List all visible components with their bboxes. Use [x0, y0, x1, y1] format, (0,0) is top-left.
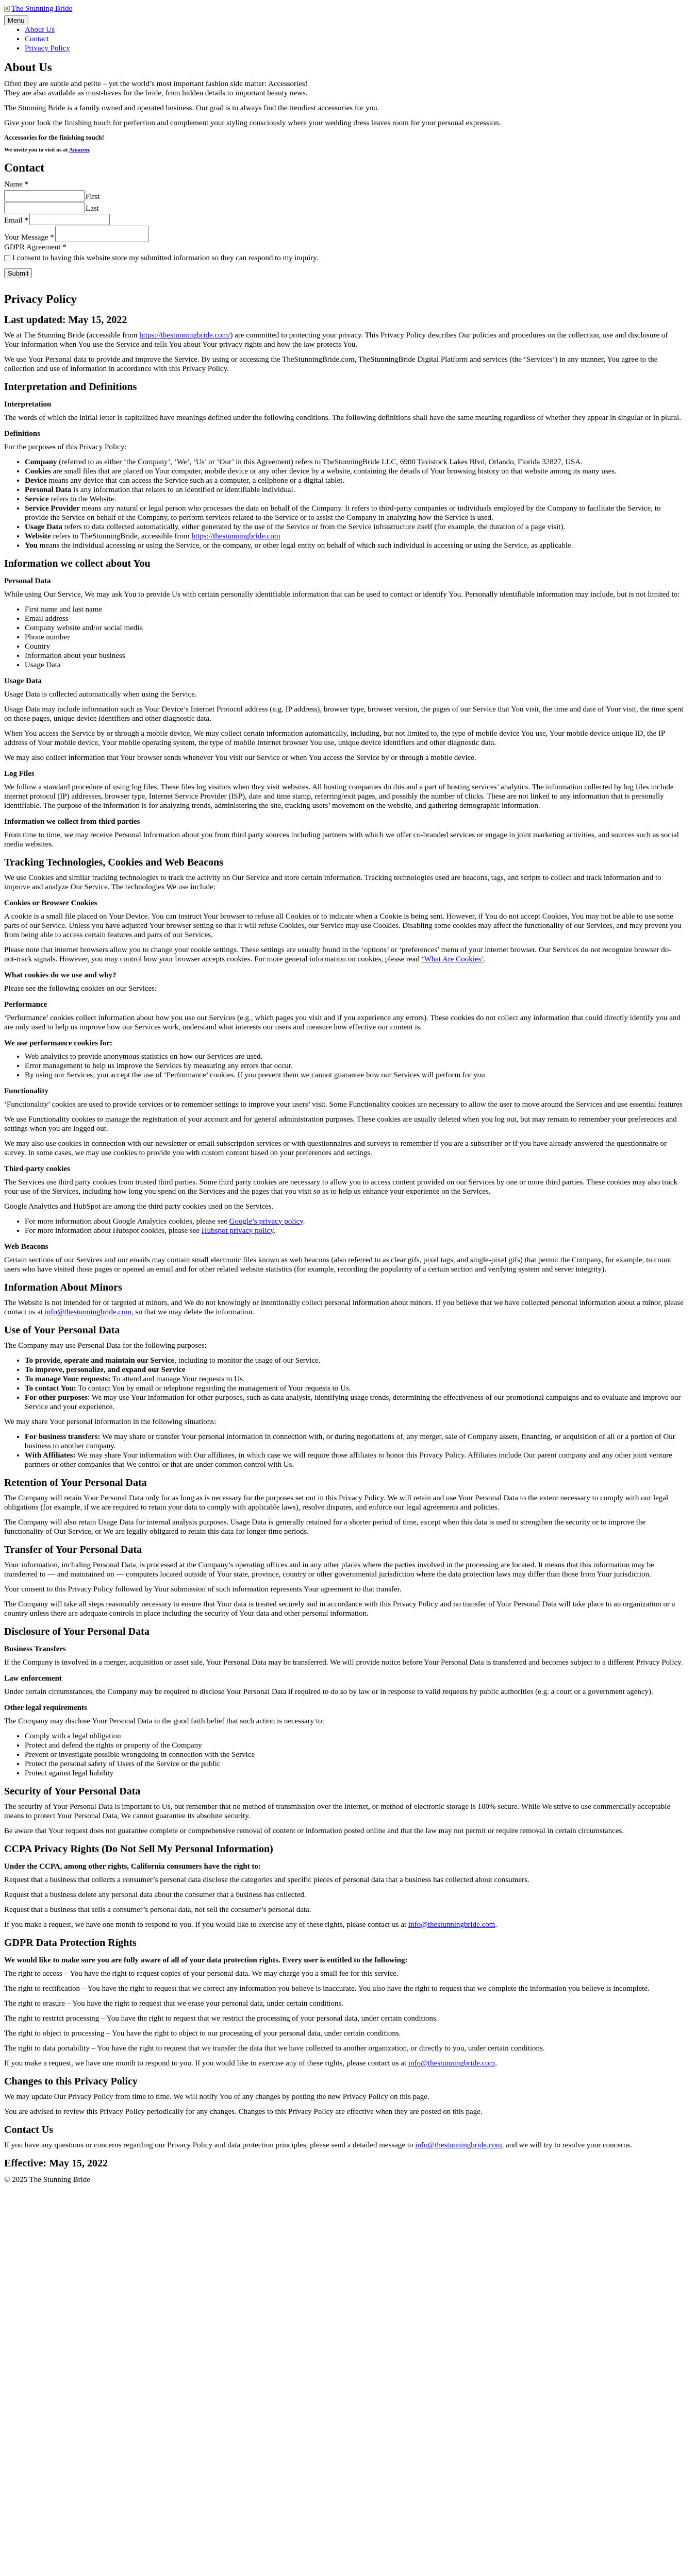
- list-item: • Protect against legal liability: [25, 1769, 684, 1778]
- list-item: • Country: [25, 642, 684, 651]
- gdpr-p6: The right to data portability – You have the right to request that we transfer the data that we have collected to another organization, or directly to you, under certain conditions.: [4, 2044, 545, 2053]
- message-textarea[interactable]: [55, 226, 149, 242]
- ccpa-p3: Request that a business that sells a consumer’s personal data, not sell the consumer’s personal data.: [4, 1905, 311, 1914]
- list-item: • Web analytics to provide anonymous statistics on how our Services are used.: [25, 1052, 684, 1061]
- hubspot-privacy-link[interactable]: Hubspot privacy policy: [201, 1226, 274, 1235]
- last-name-input[interactable]: [4, 202, 85, 213]
- collect-title: Information we collect about You: [4, 557, 151, 569]
- security-title: Security of Your Personal Data: [4, 1785, 141, 1797]
- other-legal-list: [4, 1732, 684, 1778]
- gdpr-p7: If you make a request, we have one month to respond to you. If you would like to exercise any of these rights, please contact us at info@thestunningbride.com.: [4, 2059, 498, 2067]
- email-input[interactable]: [29, 214, 110, 225]
- policy-updated: Last updated: May 15, 2022: [4, 314, 127, 326]
- third-party-cookies-list: [4, 1217, 684, 1235]
- definition-item: • Personal Data is any information that relates to an identified or identifiable individual.: [25, 485, 684, 495]
- business-transfers-text: If the Company is involved in a merger, acquisition or asset sale, Your Personal Data may be transferred. We will provide notice before Your Personal Data is transferred and becomes subject to a different Privacy Policy.: [4, 1658, 683, 1667]
- what-are-cookies-link[interactable]: ‘What Are Cookies’: [421, 955, 484, 963]
- third-party-cookies-p2: Google Analytics and HubSpot are among the third party cookies used on the Services.: [4, 1202, 274, 1211]
- use-title: Use of Your Personal Data: [4, 1324, 120, 1336]
- other-legal-text: The Company may disclose Your Personal Data in the good faith belief that such action is necessary to:: [4, 1717, 324, 1725]
- contact-title: Contact: [4, 161, 44, 175]
- privacy-policy-section: [4, 292, 684, 2170]
- about-finishing: Give your look the finishing touch for perfection and complement your styling consciously where your wedding dress leaves room for your personal expression.: [4, 118, 501, 127]
- list-item: • By using our Services, you accept the use of ‘Performance’ cookies. If you prevent them we cannot guarantee how our Services will perform for you: [25, 1071, 684, 1080]
- contact-us-text: If you have any questions or concerns regarding our Privacy Policy and data protection principles, please send a detailed message to info@thestunningbride.com, and we will try to resolve your concerns.: [4, 2141, 633, 2149]
- definitions-list: [4, 457, 684, 550]
- performance-text: ‘Performance’ cookies collect information about how you use our Services (e.g., which pages you visit and if you experience any errors). These cookies do not collect any information that could directly identify you and are only used to help us improve how our Services work, understand what interests our users and measure how effective our content is.: [4, 1013, 681, 1031]
- gdpr-label: GDPR Agreement *: [4, 243, 67, 251]
- gdpr-consent-checkbox[interactable]: [4, 255, 10, 261]
- site-footer: [4, 2175, 684, 2184]
- definitions-intro: For the purposes of this Privacy Policy:: [4, 443, 127, 451]
- list-item: • For more information about Hubspot cookies, please see Hubspot privacy policy.: [25, 1226, 684, 1235]
- definition-item: • Company (referred to as either ‘the Company’, ‘We’, ‘Us’ or ‘Our’ in this Agreement) refers to TheStunningBride LLC, 6900 Tavistock Lakes Blvd, Orlando, Florida 32827, USA.: [25, 457, 684, 467]
- submit-button[interactable]: Submit: [4, 268, 32, 278]
- performance-heading: Performance: [4, 1000, 47, 1009]
- definition-item: • Service Provider means any natural or legal person who processes the data on behalf of the Company. It refers to third-party companies or individuals employed by the Company to facilitate the Service, to provide the Service on behalf of the Company, to perform services related to the Service or to assist the Company in analyzing how the Service is used.: [25, 504, 684, 522]
- broken-image-icon: [4, 6, 10, 12]
- list-item: • Company website and/or social media: [25, 623, 684, 633]
- main-nav: [4, 25, 684, 53]
- transfer-p3: The Company will take all steps reasonably necessary to ensure that Your data is treated securely and in accordance with this Privacy Policy and no transfer of Your Personal Data will take place to an organization or a country unless there are adequate controls in place including the security of Your data and other personal information.: [4, 1600, 675, 1618]
- retention-p2: The Company will also retain Usage Data for internal analysis purposes. Usage Data is generally retained for a shorter period of time, except when this data is used to strengthen the security or to improve the functionality of Our Service, or We are legally obligated to retain this data for longer time periods.: [4, 1518, 646, 1536]
- menu-button[interactable]: Menu: [4, 15, 28, 25]
- list-item: • For other purposes: We may use Your information for other purposes, such as data analysis, identifying usage trends, determining the effectiveness of our promotional campaigns and to evaluate and improve our Service and your experience.: [25, 1393, 684, 1412]
- performance-list: [4, 1052, 684, 1080]
- nav-about-us[interactable]: About Us: [25, 26, 55, 34]
- amazon-link[interactable]: Amazon: [69, 147, 89, 154]
- email-label: Email *: [4, 216, 29, 225]
- share-list: [4, 1432, 684, 1469]
- share-text: We may share Your personal information in the following situations:: [4, 1417, 217, 1426]
- nav-contact[interactable]: Contact: [25, 35, 49, 43]
- interp-title: Interpretation and Definitions: [4, 381, 137, 393]
- gdpr-email-link[interactable]: info@thestunningbride.com: [408, 2059, 495, 2067]
- gdpr-p3: The right to erasure – You have the right to request that we erase your personal data, under certain conditions.: [4, 1999, 344, 2008]
- about-intro: Often they are subtle and petite – yet the world’s most important fashion side matter: Accessories! They are also available as must-haves for the bride, from hidden details to important beauty news.: [4, 79, 308, 97]
- list-item: • To provide, operate and maintain our Service, including to monitor the usage of our Service.: [25, 1356, 684, 1365]
- law-enforcement-text: Under certain circumstances, the Company may be required to disclose Your Personal Data if required to do so by law or in response to valid requests by public authorities (e.g. a court or a government agency).: [4, 1687, 653, 1696]
- policy-intro-2: We use Your Personal data to provide and improve the Service. By using or accessing the TheStunningBride.com, TheStunningBride Digital Platform and services (the ‘Services’) in any manner, You agree to the collection and use of information in accordance with this Privacy Policy.: [4, 355, 658, 373]
- web-beacons-heading: Web Beacons: [4, 1242, 48, 1251]
- copyright-text: © 2025 The Stunning Bride: [4, 2175, 90, 2184]
- other-legal-heading: Other legal requirements: [4, 1703, 87, 1712]
- gdpr-p4: The right to restrict processing – You have the right to request that we restrict the processing of your personal data, under certain conditions.: [4, 2014, 438, 2023]
- list-item: • To improve, personalize, and expand our Service: [25, 1365, 684, 1375]
- list-item: • Phone number: [25, 633, 684, 642]
- list-item: • Comply with a legal obligation: [25, 1732, 684, 1741]
- third-party-cookies-heading: Third-party cookies: [4, 1164, 70, 1173]
- nav-privacy-policy[interactable]: Privacy Policy: [25, 44, 70, 53]
- personal-data-list: [4, 605, 684, 670]
- policy-title: Privacy Policy: [4, 292, 77, 306]
- functionality-p3: We may also use cookies in connection with our newsletter or email subscription services or with questionnaires and surveys to remember if you are a subscriber or if you have already answered the questionnaire or survey. In some cases, we may use cookies to provide you with custom content based on your preferences and settings.: [4, 1139, 667, 1157]
- list-item: • With Affiliates: We may share Your information with Our affiliates, in which case we will require those affiliates to honor this Privacy Policy. Affiliates include Our parent company and any other joint venture partners or other companies that We control or that are under common control with Us.: [25, 1451, 684, 1469]
- list-item: • Prevent or investigate possible wrongdoing in connection with the Service: [25, 1750, 684, 1759]
- definition-item: • You means the individual accessing or using the Service, or the company, or other legal entity on behalf of which such individual is accessing or using the Service, as applicable.: [25, 541, 684, 550]
- changes-p1: We may update Our Privacy Policy from time to time. We will notify You of any changes by posting the new Privacy Policy on this page.: [4, 2092, 429, 2101]
- minors-title: Information About Minors: [4, 1281, 122, 1293]
- website-url-link[interactable]: https://thestunningbride.com: [191, 532, 280, 540]
- ccpa-p4: If you make a request, we have one month to respond to you. If you would like to exercise any of these rights, please contact us at info@thestunningbride.com.: [4, 1920, 498, 1929]
- transfer-title: Transfer of Your Personal Data: [4, 1544, 142, 1555]
- what-cookies-text: Please see the following cookies on our Services:: [4, 984, 157, 993]
- transfer-p1: Your information, including Personal Data, is processed at the Company’s operating offices and in any other places where the parties involved in the processing are located. It means that this information may be transferred to — and maintained on — computers located outside of Your state, province, country or other governmental jurisdiction where the data protection laws may differ than those from Your jurisdiction.: [4, 1561, 654, 1579]
- list-item: • First name and last name: [25, 605, 684, 614]
- list-item: • Error management to help us improve the Services by measuring any errors that occur.: [25, 1061, 684, 1071]
- usage-data-heading: Usage Data: [4, 676, 42, 685]
- about-section: [4, 60, 684, 154]
- personal-data-heading: Personal Data: [4, 577, 51, 585]
- last-sublabel: Last: [86, 204, 99, 213]
- tracking-text: We use Cookies and similar tracking technologies to track the activity on Our Service and store certain information. Tracking technologies used are beacons, tags, and scripts to collect and track information and to improve and analyze Our Service. The technologies We use include:: [4, 873, 661, 891]
- what-cookies-heading: What cookies do we use and why?: [4, 971, 117, 979]
- list-item: • Information about your business: [25, 651, 684, 660]
- list-item: • Usage Data: [25, 660, 684, 670]
- site-logo-alt: The Stunning Bride: [11, 5, 73, 13]
- effective-date: Effective: May 15, 2022: [4, 2157, 108, 2169]
- usage-data-p1: Usage Data is collected automatically when using the Service.: [4, 690, 197, 699]
- contact-us-title: Contact Us: [4, 2124, 53, 2136]
- log-files-heading: Log Files: [4, 769, 35, 778]
- list-item: • Protect and defend the rights or property of the Company: [25, 1741, 684, 1750]
- ccpa-p1: Request that a business that collects a consumer’s personal data disclose the categories and specific pieces of personal data that a business has collected about consumers.: [4, 1875, 529, 1884]
- gdpr-p1: The right to access – You have the right to request copies of your personal data. We may charge you a small fee for this service.: [4, 1969, 399, 1978]
- about-title: About Us: [4, 61, 52, 74]
- interpretation-text: The words of which the initial letter is capitalized have meanings defined under the following conditions. The following definitions shall have the same meaning regardless of whether they appear in singular or in plural.: [4, 413, 682, 422]
- about-business: The Stunning Bride is a family owned and operated business. Our goal is to always find the trendiest accessories for you.: [4, 104, 379, 112]
- third-party-info-heading: Information we collect from third parties: [4, 817, 140, 826]
- retention-title: Retention of Your Personal Data: [4, 1477, 147, 1488]
- gdpr-title: GDPR Data Protection Rights: [4, 1937, 137, 1948]
- list-item: • For more information about Google Analytics cookies, please see Google’s privacy policy.: [25, 1217, 684, 1226]
- functionality-p1: ‘Functionality’ cookies are used to provide services or to remember settings to improve your users’ visit. Some Functionality cookies are necessary to allow the user to move around the Services and use essential features: [4, 1100, 683, 1109]
- ccpa-p2: Request that a business delete any personal data about the consumer that a business has collected.: [4, 1890, 306, 1899]
- list-item: • To contact You: To contact You by email or telephone regarding the management of Your requests to Us.: [25, 1384, 684, 1393]
- contact-section: [4, 161, 684, 285]
- changes-p2: You are advised to review this Privacy Policy periodically for any changes. Changes to this Privacy Policy are effective when they are posted on this page.: [4, 2107, 483, 2116]
- about-visit: We invite you to visit us at Amazon.: [4, 147, 91, 154]
- message-label: Your Message *: [4, 233, 54, 242]
- tracking-title: Tracking Technologies, Cookies and Web Beacons: [4, 856, 223, 868]
- list-item: • Email address: [25, 614, 684, 623]
- minors-email-link[interactable]: info@thestunningbride.com: [44, 1308, 132, 1316]
- gdpr-consent-text: I consent to having this website store my submitted information so they can respond to my inquiry.: [12, 253, 319, 262]
- business-transfers-heading: Business Transfers: [4, 1645, 66, 1653]
- minors-text: The Website is not intended for or targeted at minors, and We do not knowingly or intentionally collect personal information about minors. If you believe that we have collected personal information about a minor, please contact us at info@thestunningbride.com, so that we may delete the information.: [4, 1298, 684, 1316]
- performance-use-heading: We use performance cookies for:: [4, 1039, 112, 1047]
- usage-data-p2: Usage Data may include information such as Your Device’s Internet Protocol address (e.g. IP address), browser type, browser version, the pages of our Service that You visit, the time and date of Your visit, the time spent on those pages, unique device identifiers and other diagnostic data.: [4, 705, 684, 723]
- gdpr-p2: The right to rectification – You have the right to request that we correct any information you believe is inaccurate. You also have the right to request that we complete the information you believe is incomplete.: [4, 1984, 650, 1993]
- interpretation-heading: Interpretation: [4, 400, 52, 409]
- list-item: • Protect the personal safety of Users of the Service or the public: [25, 1759, 684, 1769]
- definition-item: • Service refers to the Website.: [25, 495, 684, 504]
- personal-data-text: While using Our Service, We may ask You to provide Us with certain personally identifiable information that can be used to contact or identify You. Personally identifiable information may include, but is not limited to:: [4, 590, 680, 599]
- gdpr-p5: The right to object to processing – You have the right to object to our processing of your personal data, under certain conditions.: [4, 2029, 401, 2038]
- cookies-heading: Cookies or Browser Cookies: [4, 899, 97, 907]
- policy-intro-1: We at The Stunning Bride (accessible from https://thestunningbride.com/) are committed to protecting your privacy. This Privacy Policy describes Our policies and procedures on the collection, use and disclosure of Your information when You use the Service and tells You about Your privacy rights and how the law protects You.: [4, 331, 668, 349]
- definition-item: • Website refers to TheStunningBride, accessible from https://thestunningbride.com: [25, 532, 684, 541]
- security-p1: The security of Your Personal Data is important to Us, but remember that no method of transmission over the Internet, or method of electronic storage is 100% secure. While We strive to use commercially acceptable means to protect Your Personal Data, We cannot guarantee its absolute security.: [4, 1802, 671, 1820]
- law-enforcement-heading: Law enforcement: [4, 1674, 62, 1683]
- third-party-info-text: From time to time, we may receive Personal Information about you from third party sources including partners with which we offer co-branded services or engage in joint marketing activities, and sources such as social media websites.: [4, 831, 679, 849]
- ccpa-title: CCPA Privacy Rights (Do Not Sell My Personal Information): [4, 1843, 273, 1855]
- use-text: The Company may use Personal Data for the following purposes:: [4, 1341, 207, 1350]
- list-item: • To manage Your requests: To attend and manage Your requests to Us.: [25, 1375, 684, 1384]
- usage-data-p4: We may also collect information that Your browser sends whenever You visit our Service or when You access the Service by or through a mobile device.: [4, 753, 476, 762]
- log-files-text: We follow a standard procedure of using log files. These files log visitors when they visit websites. All hosting companies do this and a part of hosting services’ analytics. The information collected by log files include internet protocol (IP) addresses, browser type, Internet Service Provider (ISP), date and time stamp, referring/exit pages, and possibly the number of clicks. These are not linked to any information that is personally identifiable. The purpose of the information is for analyzing trends, administering the site, tracking users’ movement on the website, and gathering demographic information.: [4, 783, 674, 810]
- transfer-p2: Your consent to this Privacy Policy followed by Your submission of such information represents Your agreement to that transfer.: [4, 1585, 402, 1594]
- disclosure-title: Disclosure of Your Personal Data: [4, 1625, 150, 1637]
- definition-item: • Usage Data refers to data collected automatically, either generated by the use of the Service or from the Service infrastructure itself (for example, the duration of a page visit).: [25, 522, 684, 532]
- site-header: [4, 4, 684, 53]
- ccpa-email-link[interactable]: info@thestunningbride.com: [408, 1920, 495, 1929]
- web-beacons-text: Certain sections of our Services and our emails may contain small electronic files known as web beacons (also referred to as clear gifs, pixel tags, and single-pixel gifs) that permit the Company, for example, to count users who have visited those pages or opened an email and for other related website statistics (for example, recording the popularity of a certain section and verifying system and server integrity).: [4, 1256, 672, 1274]
- cookies-p2: Please note that internet browsers allow you to change your cookie settings. These settings are usually found in the ‘options’ or ‘preferences’ menu of your internet browser. Our Services do not recognize browser do-not-track signals. However, you may control how your browser accepts cookies. For more general information on cookies, please read ‘What Are Cookies’.: [4, 945, 672, 963]
- functionality-p2: We use Functionality cookies to manage the registration of your account and for general administration purposes. These cookies are usually deleted when you log out, but may remain to remember your preferences and settings when you are logged out.: [4, 1115, 677, 1133]
- usage-data-p3: When You access the Service by or through a mobile device, We may collect certain information automatically, including, but not limited to, the type of mobile device You use, Your mobile device unique ID, the IP address of Your mobile device, Your mobile operating system, the type of mobile Internet browser You use, unique device identifiers and other diagnostic data.: [4, 729, 665, 747]
- use-list: [4, 1356, 684, 1412]
- definition-item: • Device means any device that can access the Service such as a computer, a cellphone or a digital tablet.: [25, 476, 684, 485]
- contact-email-link[interactable]: info@thestunningbride.com: [415, 2141, 502, 2149]
- site-logo-link[interactable]: [4, 4, 72, 13]
- first-name-input[interactable]: [4, 190, 85, 201]
- changes-title: Changes to this Privacy Policy: [4, 2075, 138, 2087]
- cookies-p1: A cookie is a small file placed on Your Device. You can instruct Your browser to refuse all Cookies or to indicate when a Cookie is being sent. However, if You do not accept Cookies, You may not be able to use some parts of our Service. Unless you have adjusted Your browser setting so that it will refuse Cookies, our Service may use Cookies. Disabling some cookies may affect the functionality of our Services, and may prevent you from being able to access certain features and parts of our Services.: [4, 912, 682, 939]
- gdpr-heading: We would like to make sure you are fully aware of all of your data protection rights. Every user is entitled to the following:: [4, 1956, 408, 1964]
- first-sublabel: First: [86, 192, 100, 201]
- definition-item: • Cookies are small files that are placed on Your computer, mobile device or any other device by a website, containing the details of Your browsing history on that website among its many uses.: [25, 467, 684, 476]
- site-url-link[interactable]: https://thestunningbride.com/: [139, 331, 230, 340]
- security-p2: Be aware that Your request does not guarantee complete or comprehensive removal of content or information posted online and that the law may not permit or require removal in certain circumstances.: [4, 1826, 624, 1835]
- google-privacy-link[interactable]: Google’s privacy policy: [229, 1217, 303, 1226]
- definitions-heading: Definitions: [4, 429, 41, 438]
- name-label: Name *: [4, 180, 29, 189]
- retention-p1: The Company will retain Your Personal Data only for as long as is necessary for the purposes set out in this Privacy Policy. We will retain and use Your Personal Data to the extent necessary to comply with our legal obligations (for example, if we are required to retain your data to comply with applicable laws), resolve disputes, and enforce our legal agreements and policies.: [4, 1494, 669, 1512]
- third-party-cookies-p1: The Services use third party cookies from trusted third parties. Some third party cookies are necessary to allow you to access content provided on our Services by one or more third parties. These cookies may also track your use of the Services, including how long you spend on the Services and the pages that you visit so as to help us enhance your experience on the Services.: [4, 1178, 678, 1196]
- list-item: • For business transfers: We may share or transfer Your personal information in connection with, or during negotiations of, any merger, sale of Company assets, financing, or acquisition of all or a portion of Our business to another company.: [25, 1432, 684, 1451]
- ccpa-heading: Under the CCPA, among other rights, California consumers have the right to:: [4, 1862, 261, 1871]
- about-tagline: Accessories for the finishing touch!: [4, 133, 105, 141]
- functionality-heading: Functionality: [4, 1087, 48, 1095]
